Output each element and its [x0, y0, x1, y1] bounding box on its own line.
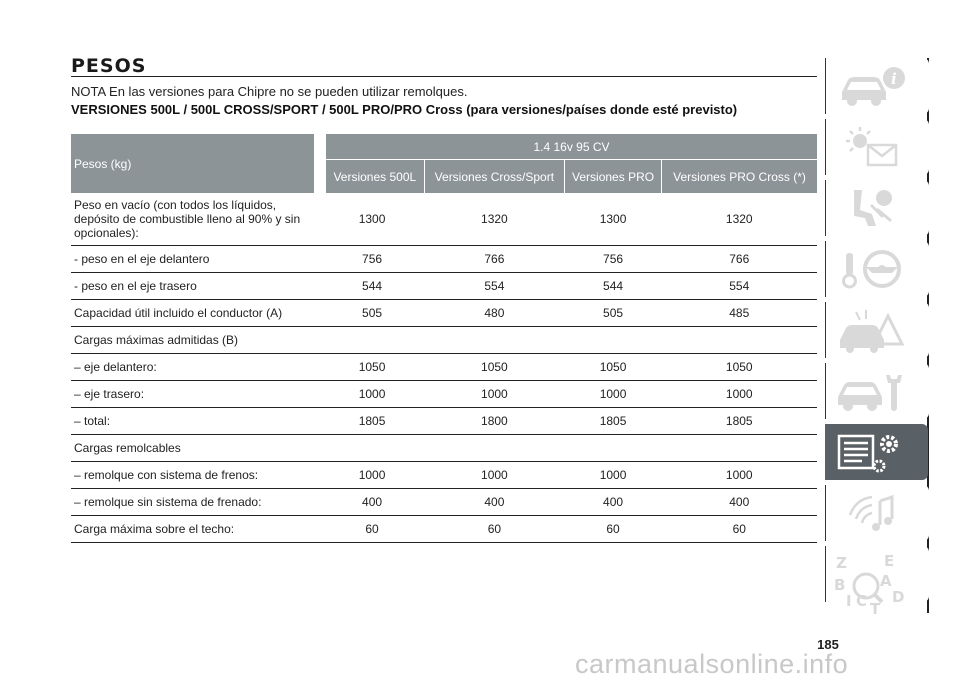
value-cell: 756	[565, 245, 662, 272]
value-cell	[424, 434, 564, 461]
row-label: – eje delantero:	[71, 353, 320, 380]
version-header: Versiones 500L	[320, 160, 424, 194]
value-cell	[662, 434, 817, 461]
svg-text:I: I	[846, 592, 852, 610]
multimedia-music-icon	[826, 485, 929, 541]
value-cell: 1300	[565, 193, 662, 245]
table-row	[71, 461, 817, 488]
car-service-wrench-icon	[826, 363, 929, 419]
versions-heading: VERSIONES 500L / 500L CROSS/SPORT / 500L PRO/PRO Cross (para versiones/países donde esté previsto)	[71, 102, 738, 117]
row-label-header: Pesos (kg)	[71, 134, 320, 193]
page-number: 185	[817, 637, 839, 652]
side-tab-emergency[interactable]	[825, 302, 929, 358]
value-cell: 505	[565, 299, 662, 326]
value-cell: 1000	[662, 380, 817, 407]
side-tab-index[interactable]	[825, 546, 929, 616]
side-tab-service[interactable]	[825, 363, 929, 419]
value-cell: 1300	[320, 193, 424, 245]
value-cell	[424, 326, 564, 353]
svg-text:D: D	[892, 588, 905, 606]
value-cell: 60	[424, 515, 564, 542]
engine-header: 1.4 16v 95 CV	[320, 134, 817, 160]
svg-text:C: C	[856, 592, 868, 610]
key-steering-wheel-icon	[826, 241, 929, 297]
table-row	[71, 407, 817, 434]
table-row	[71, 193, 817, 245]
value-cell: 1000	[424, 461, 564, 488]
title-rule	[71, 76, 817, 77]
table-row	[71, 515, 817, 542]
table-row	[71, 353, 817, 380]
value-cell: 400	[424, 488, 564, 515]
value-cell: 1000	[424, 380, 564, 407]
value-cell: 554	[424, 272, 564, 299]
version-header: Versiones PRO Cross (*)	[662, 160, 817, 194]
note-text: NOTA En las versiones para Chipre no se pueden utilizar remolques.	[71, 84, 468, 99]
value-cell: 756	[320, 245, 424, 272]
warning-lights-message-icon	[826, 119, 929, 175]
value-cell	[320, 326, 424, 353]
car-info-icon	[826, 58, 929, 114]
value-cell: 1000	[320, 380, 424, 407]
value-cell: 1805	[662, 407, 817, 434]
row-label: Carga máxima sobre el techo:	[71, 515, 320, 542]
value-cell: 505	[320, 299, 424, 326]
row-label: - peso en el eje trasero	[71, 272, 320, 299]
value-cell: 1050	[424, 353, 564, 380]
svg-text:i: i	[891, 70, 897, 88]
svg-text:A: A	[880, 572, 892, 590]
side-tab-warnings[interactable]	[825, 119, 929, 175]
value-cell: 1050	[320, 353, 424, 380]
weights-table	[71, 134, 817, 543]
value-cell: 1805	[320, 407, 424, 434]
side-tab-specifications[interactable]	[825, 424, 928, 480]
value-cell: 1050	[565, 353, 662, 380]
value-cell: 544	[320, 272, 424, 299]
value-cell: 60	[662, 515, 817, 542]
value-cell: 1000	[662, 461, 817, 488]
row-label: – total:	[71, 407, 320, 434]
page-title: PESOS	[71, 55, 147, 77]
value-cell: 60	[320, 515, 424, 542]
value-cell: 554	[662, 272, 817, 299]
row-label: Cargas máximas admitidas (B)	[71, 326, 320, 353]
svg-text:E: E	[884, 552, 895, 570]
value-cell	[565, 434, 662, 461]
value-cell: 766	[424, 245, 564, 272]
value-cell: 1000	[565, 461, 662, 488]
row-label: Cargas remolcables	[71, 434, 320, 461]
table-row	[71, 326, 817, 353]
side-tab-multimedia[interactable]	[825, 485, 929, 541]
value-cell: 60	[565, 515, 662, 542]
value-cell	[320, 434, 424, 461]
value-cell: 400	[565, 488, 662, 515]
value-cell: 485	[662, 299, 817, 326]
row-label: – remolque sin sistema de frenado:	[71, 488, 320, 515]
row-label: – eje trasero:	[71, 380, 320, 407]
side-tab-starting[interactable]	[825, 241, 929, 297]
car-emergency-icon	[826, 302, 929, 358]
value-cell: 400	[662, 488, 817, 515]
svg-text:T: T	[870, 600, 881, 616]
value-cell: 1800	[424, 407, 564, 434]
table-row	[71, 434, 817, 461]
table-row	[71, 245, 817, 272]
value-cell: 1320	[662, 193, 817, 245]
table-row	[71, 488, 817, 515]
value-cell: 1000	[565, 380, 662, 407]
value-cell	[565, 326, 662, 353]
value-cell: 1050	[662, 353, 817, 380]
row-label: - peso en el eje delantero	[71, 245, 320, 272]
row-label: Peso en vacío (con todos los líquidos, depósito de combustible lleno al 90% y sin opcionales):	[71, 193, 320, 245]
side-tab-car-info[interactable]	[825, 58, 929, 114]
value-cell: 1805	[565, 407, 662, 434]
svg-text:B: B	[834, 576, 846, 594]
version-header: Versiones Cross/Sport	[424, 160, 564, 194]
version-header: Versiones PRO	[565, 160, 662, 194]
value-cell: 480	[424, 299, 564, 326]
svg-text:Z: Z	[836, 554, 847, 572]
airbag-seat-icon	[826, 180, 929, 236]
value-cell: 1320	[424, 193, 564, 245]
value-cell: 1000	[320, 461, 424, 488]
row-label: – remolque con sistema de frenos:	[71, 461, 320, 488]
table-row	[71, 299, 817, 326]
value-cell: 400	[320, 488, 424, 515]
watermark: carmanualsonline.info	[575, 649, 849, 679]
table-row	[71, 380, 817, 407]
value-cell: 766	[662, 245, 817, 272]
alphabetical-index-icon	[826, 546, 929, 616]
table-row	[71, 272, 817, 299]
value-cell: 544	[565, 272, 662, 299]
value-cell	[662, 326, 817, 353]
row-label: Capacidad útil incluido el conductor (A)	[71, 299, 320, 326]
side-tab-safety[interactable]	[825, 180, 929, 236]
specifications-gear-icon	[825, 424, 928, 480]
